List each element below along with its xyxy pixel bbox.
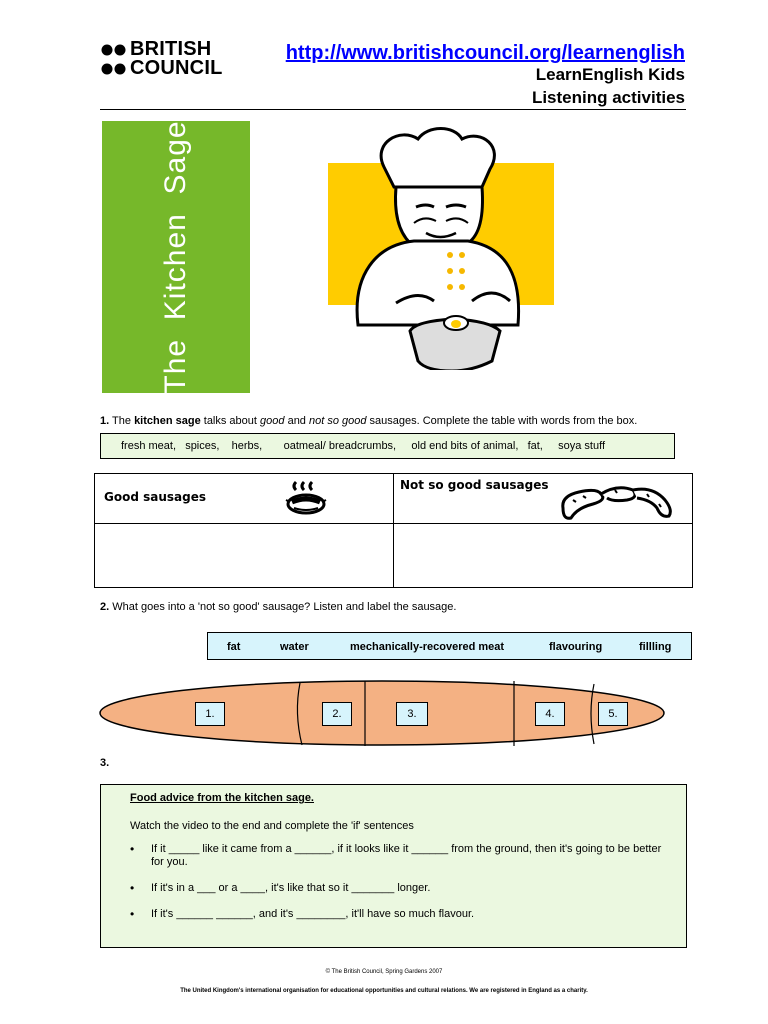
question-text: What goes into a 'not so good' sausage? Listen and label the sausage.: [109, 601, 457, 613]
label-box-5[interactable]: 5.: [598, 702, 628, 726]
word-box-1: fresh meat, spices, herbs, oatmeal/ breadcrumbs, old end bits of animal, fat, soya stuff: [100, 433, 675, 459]
british-council-logo-icon: [101, 42, 127, 78]
header-subtitle: LearnEnglish Kids: [535, 65, 685, 84]
table-divider: [393, 474, 394, 587]
list-item: • If it's ______ ______, and it's ________, it'll have so much flavour.: [130, 908, 670, 921]
question-text: and: [284, 415, 309, 427]
question-1: [100, 415, 637, 427]
question-text: talks about: [200, 415, 261, 427]
advice-instructions: Watch the video to the end and complete the 'if' sentences: [130, 820, 414, 832]
page-title: The Kitchen Sage: [159, 120, 192, 394]
chef-illustration-icon: [322, 125, 554, 370]
label-box-1[interactable]: 1.: [195, 702, 225, 726]
word-item: mechanically-recovered meat: [350, 641, 505, 653]
sausage-diagram: [98, 678, 666, 748]
food-advice-box: [100, 784, 687, 948]
word-item: fat: [227, 641, 241, 653]
question-3-number: 3.: [100, 757, 110, 769]
organisation-footer: The United Kingdom's international organisation for educational opportunities and cultural relations. We are registered in England as a charity.: [180, 988, 588, 994]
label-box-3[interactable]: 3.: [396, 702, 428, 726]
question-text-bold: kitchen sage: [134, 415, 201, 427]
word-item: flavouring: [549, 641, 603, 653]
question-text: The: [109, 415, 135, 427]
table-divider: [95, 523, 692, 524]
question-text-italic: not so good: [308, 415, 367, 427]
question-number: 2.: [100, 601, 110, 613]
title-panel: [102, 121, 250, 393]
list-item: • If it _____ like it came from a ______, if it looks like it ______ from the ground, then it's going to be better for you.: [130, 843, 670, 869]
question-text: sausages. Complete the table with words from the box.: [366, 415, 638, 427]
advice-list: [130, 843, 670, 934]
learnenglish-link[interactable]: http://www.britishcouncil.org/learnenglish: [285, 42, 685, 64]
question-number: 1.: [100, 415, 110, 427]
label-box-2[interactable]: 2.: [322, 702, 352, 726]
logo-line2: COUNCIL: [130, 57, 223, 79]
sausage-links-icon: [557, 478, 677, 522]
question-text-italic: good: [260, 415, 285, 427]
question-2: [100, 601, 456, 613]
sausage-shape-icon: [98, 678, 666, 748]
logo-text: [130, 40, 223, 78]
word-item: fillling: [639, 641, 672, 653]
sausage-table: [94, 473, 693, 588]
label-box-4[interactable]: 4.: [535, 702, 565, 726]
logo-line1: BRITISH: [130, 38, 212, 60]
header-divider: [100, 109, 686, 110]
header-activity-type: Listening activities: [531, 88, 685, 107]
sizzling-sausage-icon: [282, 478, 330, 518]
word-item: water: [280, 641, 309, 653]
advice-title: Food advice from the kitchen sage.: [130, 792, 314, 804]
copyright-footer: © The British Council, Spring Gardens 2007: [325, 969, 443, 975]
good-sausages-header: Good sausages: [104, 490, 206, 504]
list-item: • If it's in a ___ or a ____, it's like that so it _______ longer.: [130, 882, 670, 895]
not-so-good-sausages-header: Not so good sausages: [400, 478, 549, 492]
word-box-2: [207, 632, 692, 660]
